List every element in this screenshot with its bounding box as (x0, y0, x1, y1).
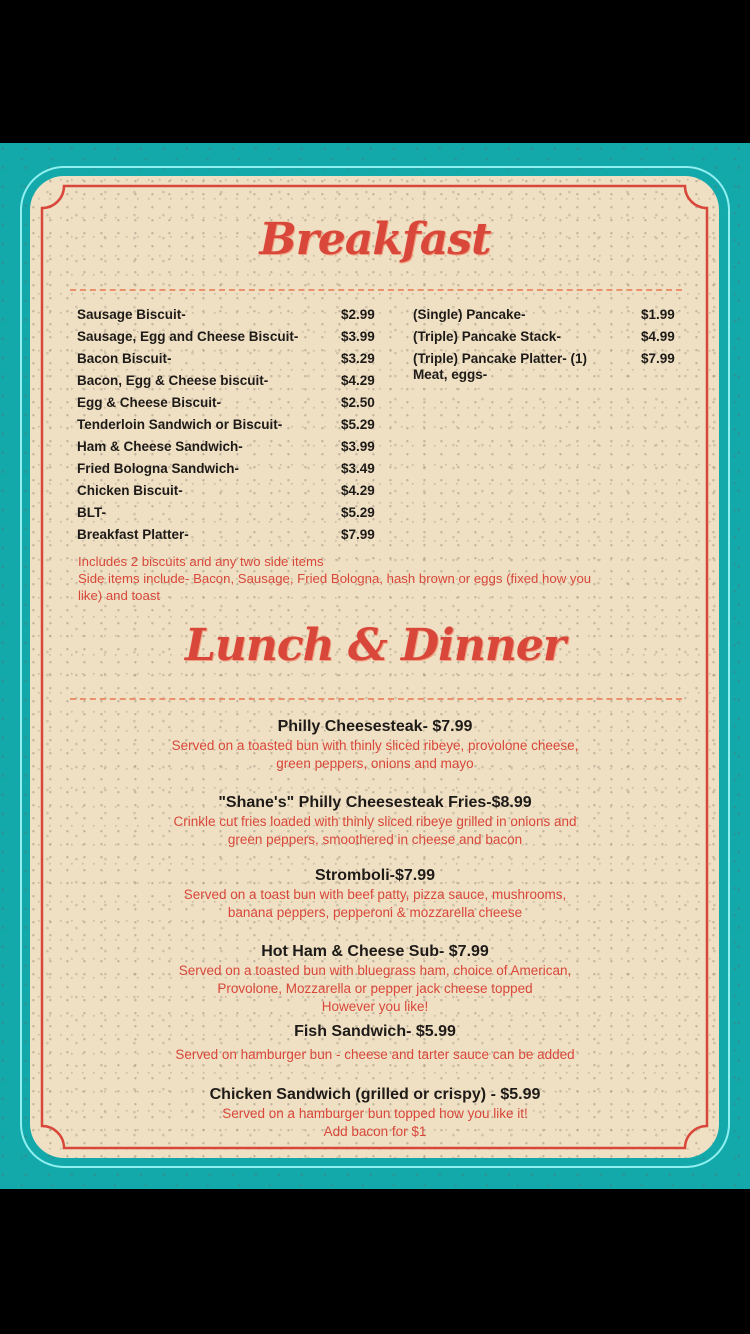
item-desc: Served on a toasted bun with thinly sliced ribeye, provolone cheese, (171, 738, 579, 753)
item-price: $3.99 (341, 329, 375, 344)
breakfast-heading: Breakfast (259, 214, 491, 265)
dashed-divider (70, 289, 682, 291)
dashed-divider (70, 698, 682, 700)
item-name: (Triple) Pancake Platter- (1) (413, 351, 588, 366)
item-name: (Single) Pancake- (413, 307, 526, 322)
item-price: $4.29 (341, 483, 375, 498)
item-title: Fish Sandwich- $5.99 (294, 1023, 456, 1040)
item-name: Bacon Biscuit- (77, 351, 172, 366)
item-price: $4.29 (341, 373, 375, 388)
menu-item-philly (60, 717, 690, 773)
item-price: $2.99 (341, 307, 375, 322)
item-price: $2.50 (341, 395, 375, 410)
item-title: Chicken Sandwich (grilled or crispy) - $5.99 (209, 1086, 541, 1103)
item-name: Chicken Biscuit- (77, 483, 183, 498)
menu-item-stromboli (60, 866, 690, 922)
lunch-dinner-heading: Lunch & Dinner (184, 620, 566, 671)
menu-item-philly-fries (60, 793, 690, 849)
item-price: $7.99 (341, 527, 375, 542)
item-name: Fried Bologna Sandwich- (77, 461, 240, 476)
item-desc: Provolone, Mozzarella or pepper jack cheese topped (217, 981, 533, 996)
item-desc: Served on a hamburger bun topped how you like it! (222, 1106, 528, 1121)
item-desc: green peppers, smoothered in cheese and bacon (227, 832, 523, 847)
item-desc: banana peppers, pepperoni & mozzarella cheese (227, 905, 523, 920)
item-name: Sausage Biscuit- (77, 307, 186, 322)
item-name: Breakfast Platter- (77, 527, 189, 542)
item-price: $5.29 (341, 505, 375, 520)
item-desc: green peppers, onions and mayo (276, 756, 474, 771)
item-price: $3.99 (341, 439, 375, 454)
item-name: BLT- (77, 505, 106, 520)
item-desc: Served on a toast bun with beef patty, pizza sauce, mushrooms, (183, 887, 567, 902)
item-name: Ham & Cheese Sandwich- (77, 439, 243, 454)
item-title: "Shane's" Philly Cheesesteak Fries-$8.99 (218, 794, 532, 811)
item-name: Tenderloin Sandwich or Biscuit- (77, 417, 283, 432)
item-desc: However you like! (321, 999, 429, 1014)
menu-item-fish (60, 1022, 690, 1064)
item-name: (Triple) Pancake Stack- (413, 329, 561, 344)
item-name: Egg & Cheese Biscuit- (77, 395, 222, 410)
platter-note: Includes 2 biscuits and any two side items (78, 554, 324, 569)
menu-item-chicken-sandwich (60, 1085, 690, 1141)
item-price: $5.29 (341, 417, 375, 432)
side-items-note-cont: like) and toast (78, 588, 161, 603)
item-name: Sausage, Egg and Cheese Biscuit- (77, 329, 299, 344)
item-price: $3.29 (341, 351, 375, 366)
menu-item-ham-sub (60, 942, 690, 1016)
item-name-line2: Meat, eggs- (413, 367, 488, 382)
item-price: $3.49 (341, 461, 375, 476)
side-items-note: Side items include- Bacon, Sausage, Fried Bologna, hash brown or eggs (fixed how you (78, 571, 592, 586)
item-name: Bacon, Egg & Cheese biscuit- (77, 373, 269, 388)
item-desc: Served on hamburger bun - cheese and tarter sauce can be added (175, 1047, 575, 1062)
item-price: $4.99 (641, 329, 675, 344)
item-title: Hot Ham & Cheese Sub- $7.99 (261, 943, 489, 960)
item-desc: Crinkle cut fries loaded with thinly sliced ribeye grilled in onions and (173, 814, 577, 829)
item-desc: Add bacon for $1 (323, 1124, 427, 1139)
item-price: $1.99 (641, 307, 675, 322)
item-title: Stromboli-$7.99 (314, 867, 436, 884)
item-price: $7.99 (641, 351, 675, 366)
item-title: Philly Cheesesteak- $7.99 (277, 718, 473, 735)
item-desc: Served on a toasted bun with bluegrass ham, choice of American, (178, 963, 572, 978)
